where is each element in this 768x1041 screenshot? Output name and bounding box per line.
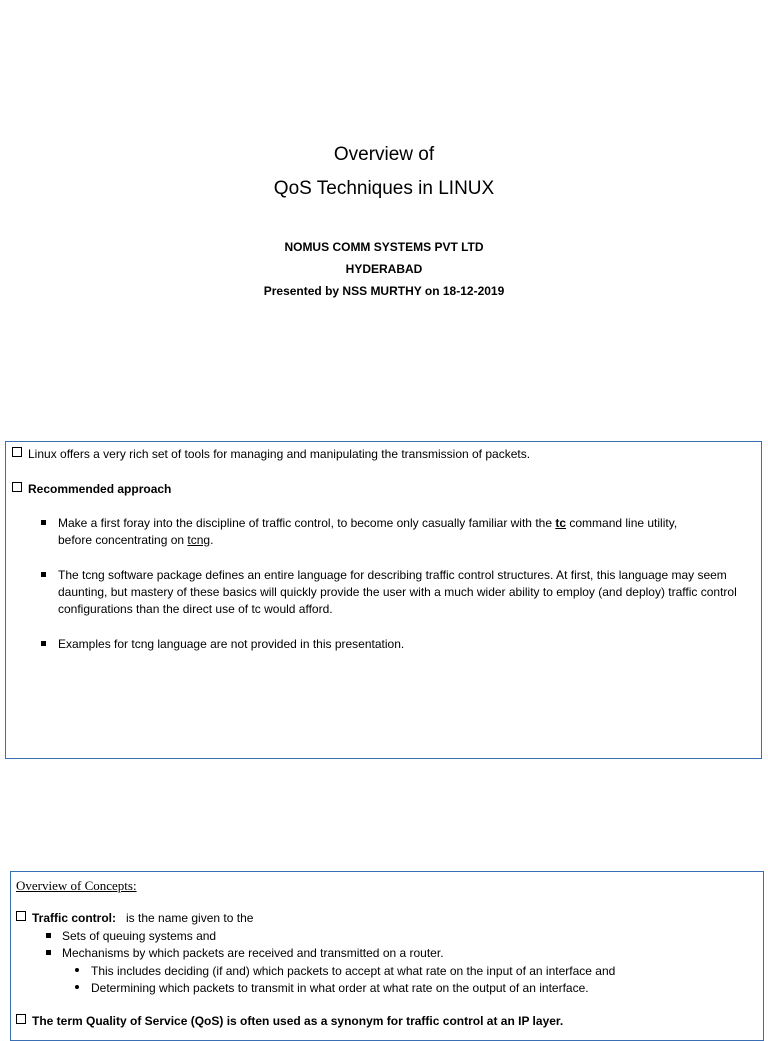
title-line-1: Overview of — [333, 144, 435, 165]
slide-2-box — [5, 441, 762, 759]
title-line-2: QoS Techniques in LINUX — [273, 178, 495, 199]
tc-link: tc — [555, 516, 567, 530]
square-bullet-icon — [41, 520, 46, 525]
sub-sub-list-item: Determining which packets to transmit in what order at what rate on the output of an interface. — [75, 980, 589, 997]
bullet-item-2: The tcng software package defines an entire language for describing traffic control structures. At first, this language may seem daunting, but mastery of these basics will quickly provide the user with a much wider ability to employ (and deploy) traffic control configurations than the direct use of tc would afford. — [58, 568, 737, 616]
dot-bullet-icon — [75, 985, 79, 989]
bullet-marker — [41, 515, 46, 532]
checkbox-bullet-icon — [12, 447, 22, 457]
bullet-marker — [41, 636, 46, 653]
list-item: Traffic control: is the name given to the — [16, 910, 253, 927]
square-bullet-icon — [41, 572, 46, 577]
square-bullet-icon — [46, 950, 51, 955]
square-bullet-icon — [46, 933, 51, 938]
title-block — [0, 138, 768, 206]
sub-sub-list-item: This includes deciding (if and) which packets to accept at what rate on the input of an interface and — [75, 963, 615, 980]
section-heading: Overview of Concepts: — [16, 878, 137, 893]
list-item: Linux offers a very rich set of tools for managing and manipulating the transmission of packets. — [12, 446, 530, 463]
checkbox-bullet-icon — [16, 1014, 26, 1024]
subtitle-block — [0, 236, 768, 302]
list-item: The term Quality of Service (QoS) is often used as a synonym for traffic control at an IP layer. — [16, 1013, 563, 1030]
checkbox-bullet-icon — [12, 482, 22, 492]
list-item: Recommended approach — [12, 481, 171, 498]
city-name: HYDERABAD — [345, 262, 423, 276]
tcng-link: tcng — [187, 533, 211, 547]
sub-list-item: Mechanisms by which packets are received and transmitted on a router. — [46, 945, 444, 962]
company-name: NOMUS COMM SYSTEMS PVT LTD — [284, 240, 484, 254]
square-bullet-icon — [41, 641, 46, 646]
bullet-marker — [41, 567, 46, 584]
presenter-line: Presented by NSS MURTHY on 18-12-2019 — [263, 284, 505, 298]
bullet-item-3: Examples for tcng language are not provided in this presentation. — [58, 637, 405, 651]
slide-3-box — [10, 871, 764, 1041]
bullet-item-1: Make a first foray into the discipline of traffic control, to become only casually familiar with the tc command line utility, before concentrating on tcng. — [58, 516, 678, 547]
dot-bullet-icon — [75, 968, 79, 972]
sub-list-item: Sets of queuing systems and — [46, 928, 216, 945]
checkbox-bullet-icon — [16, 911, 26, 921]
